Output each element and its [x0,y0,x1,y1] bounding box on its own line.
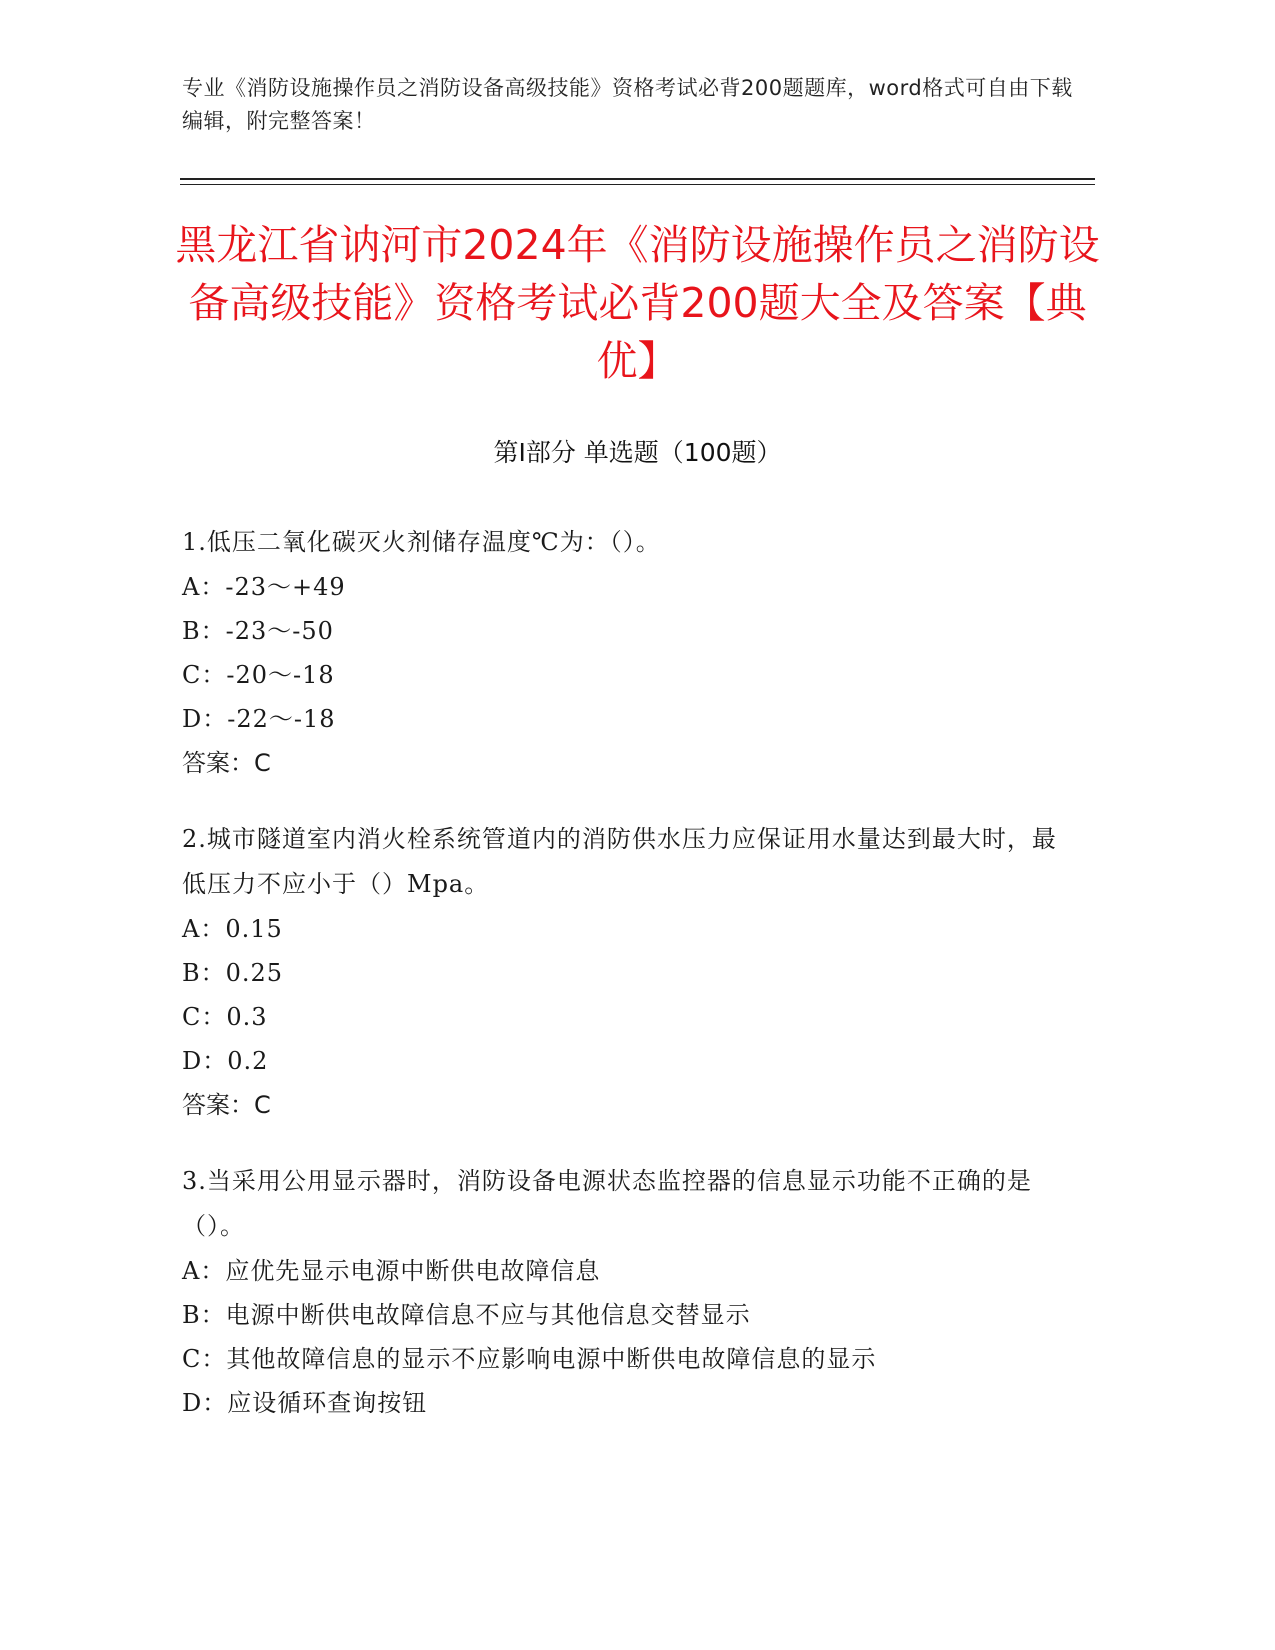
question-answer: 答案：C [182,1091,271,1119]
question-option: D：应设循环查询按钮 [182,1389,428,1417]
question-option: D：-22～-18 [182,705,336,733]
question-answer: 答案：C [182,749,271,777]
question-stem: 3.当采用公用显示器时，消防设备电源状态监控器的信息显示功能不正确的是（）。 [182,1167,1032,1240]
question-option: C：-20～-18 [182,661,335,689]
question-option: C：其他故障信息的显示不应影响电源中断供电故障信息的显示 [182,1345,877,1373]
question-option: A：0.15 [182,915,283,943]
header-note: 专业《消防设施操作员之消防设备高级技能》资格考试必背200题题库，word格式可自由下载编辑，附完整答案！ [182,76,1073,133]
question-stem: 1.低压二氧化碳灭火剂储存温度℃为：（）。 [182,528,661,556]
question-option: B：电源中断供电故障信息不应与其他信息交替显示 [182,1301,751,1329]
header-divider-thin [180,184,1095,185]
section-title: 第Ⅰ部分 单选题（100题） [493,438,782,467]
question-item [182,1159,1062,1425]
header-divider-thick [180,178,1095,180]
question-option: C：0.3 [182,1003,268,1031]
question-option: D：0.2 [182,1047,269,1075]
question-stem: 2.城市隧道室内消火栓系统管道内的消防供水压力应保证用水量达到最大时，最低压力不应小于（）Mpa。 [182,825,1057,898]
question-item [182,817,1062,1127]
question-option: B：-23～-50 [182,617,334,645]
question-option: A：应优先显示电源中断供电故障信息 [182,1257,601,1285]
question-option: A：-23～+49 [182,573,346,601]
question-item [182,520,1062,785]
document-title: 黑龙江省讷河市2024年《消防设施操作员之消防设备高级技能》资格考试必背200题大全及答案【典优】 [175,221,1100,385]
question-list [182,520,1062,1457]
question-option: B：0.25 [182,959,284,987]
